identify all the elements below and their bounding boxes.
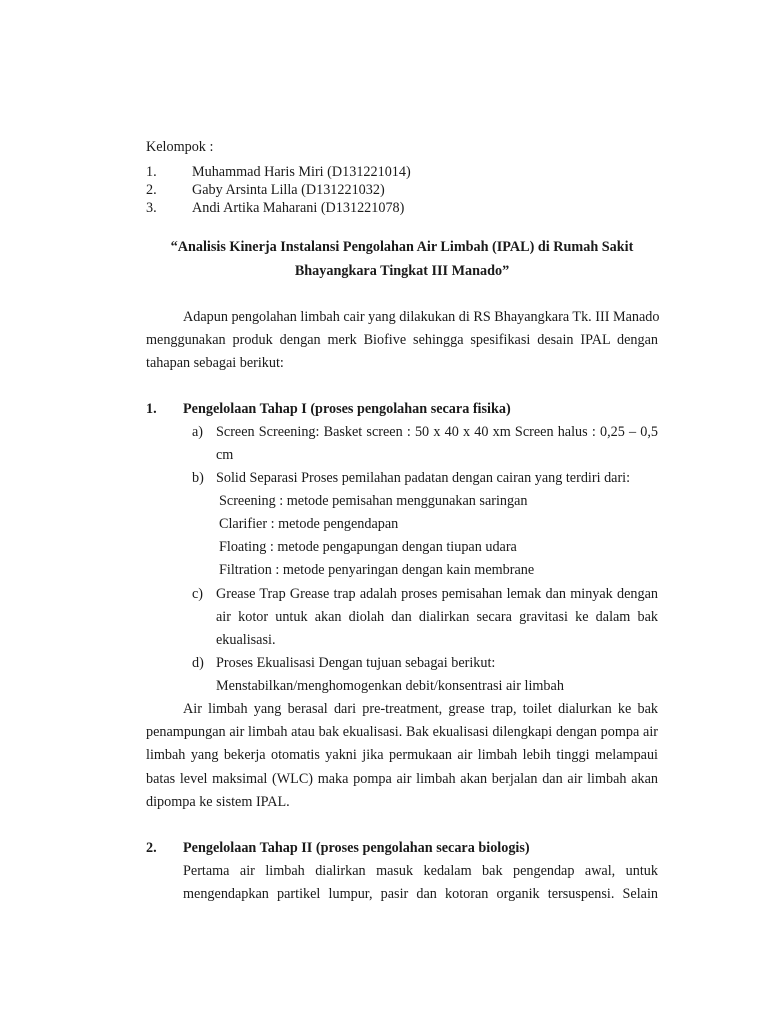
document-title-line: “Analisis Kinerja Instalansi Pengolahan Air Limbah (IPAL) di Rumah Sakit [170, 239, 634, 255]
member-name: Muhammad Haris Miri (D131221014) [192, 164, 411, 180]
list-item-line: cm [216, 447, 234, 463]
list-marker: d) [192, 655, 204, 671]
list-item-line: Solid Separasi Proses pemilahan padatan dengan cairan yang terdiri dari: [216, 470, 631, 486]
sub-item-line: Filtration : metode penyaringan dengan kain membrane [219, 562, 535, 578]
group-label: Kelompok : [146, 139, 214, 155]
paragraph-line: penampungan air limbah atau bak ekualisasi. Bak ekualisasi dilengkapi dengan pompa air [146, 724, 658, 740]
list-item-line: air kotor untuk akan diolah dan dialirkan secara gravitasi ke dalam bak [216, 609, 658, 625]
member-number: 1. [146, 164, 157, 180]
list-item-line: Grease Trap Grease trap adalah proses pemisahan lemak dan minyak dengan [216, 586, 658, 602]
section-heading: Pengelolaan Tahap I (proses pengolahan secara fisika) [183, 401, 511, 417]
list-marker: b) [192, 470, 204, 486]
paragraph-line: Air limbah yang berasal dari pre-treatment, grease trap, toilet dialurkan ke bak [183, 701, 658, 717]
list-marker: c) [192, 586, 204, 602]
list-item-line: Screen Screening: Basket screen : 50 x 40 x 40 xm Screen halus : 0,25 – 0,5 [216, 424, 658, 440]
sub-item-line: Clarifier : metode pengendapan [219, 516, 399, 532]
member-name: Andi Artika Maharani (D131221078) [192, 200, 405, 216]
section-number: 1. [146, 401, 157, 417]
paragraph-line: mengendapkan partikel lumpur, pasir dan kotoran organik tersuspensi. Selain [183, 886, 658, 902]
section-number: 2. [146, 840, 157, 856]
list-item-line: Menstabilkan/menghomogenkan debit/konsentrasi air limbah [216, 678, 564, 694]
paragraph-line: Pertama air limbah dialirkan masuk kedalam bak pengendap awal, untuk [183, 863, 658, 879]
section-heading: Pengelolaan Tahap II (proses pengolahan secara biologis) [183, 840, 530, 856]
intro-line: tahapan sebagai berikut: [146, 355, 284, 371]
list-marker: a) [192, 424, 204, 440]
member-number: 3. [146, 200, 157, 216]
list-item-line: Proses Ekualisasi Dengan tujuan sebagai berikut: [216, 655, 496, 671]
paragraph-line: batas level maksimal (WLC) maka pompa air limbah akan berjalan dan air limbah akan [146, 771, 658, 787]
paragraph-line: dipompa ke sistem IPAL. [146, 794, 290, 810]
paragraph-line: limbah yang bekerja otomatis yakni jika permukaan air limbah lebih tinggi melampaui [146, 747, 658, 763]
intro-line: menggunakan produk dengan merk Biofive sehingga spesifikasi desain IPAL dengan [146, 332, 658, 348]
document-title-line: Bhayangkara Tingkat III Manado” [294, 263, 510, 279]
sub-item-line: Screening : metode pemisahan menggunakan saringan [219, 493, 528, 509]
list-item-line: ekualisasi. [216, 632, 276, 648]
intro-line: Adapun pengolahan limbah cair yang dilakukan di RS Bhayangkara Tk. III Manado [183, 309, 660, 325]
member-name: Gaby Arsinta Lilla (D131221032) [192, 182, 385, 198]
sub-item-line: Floating : metode pengapungan dengan tiupan udara [219, 539, 517, 555]
member-number: 2. [146, 182, 157, 198]
